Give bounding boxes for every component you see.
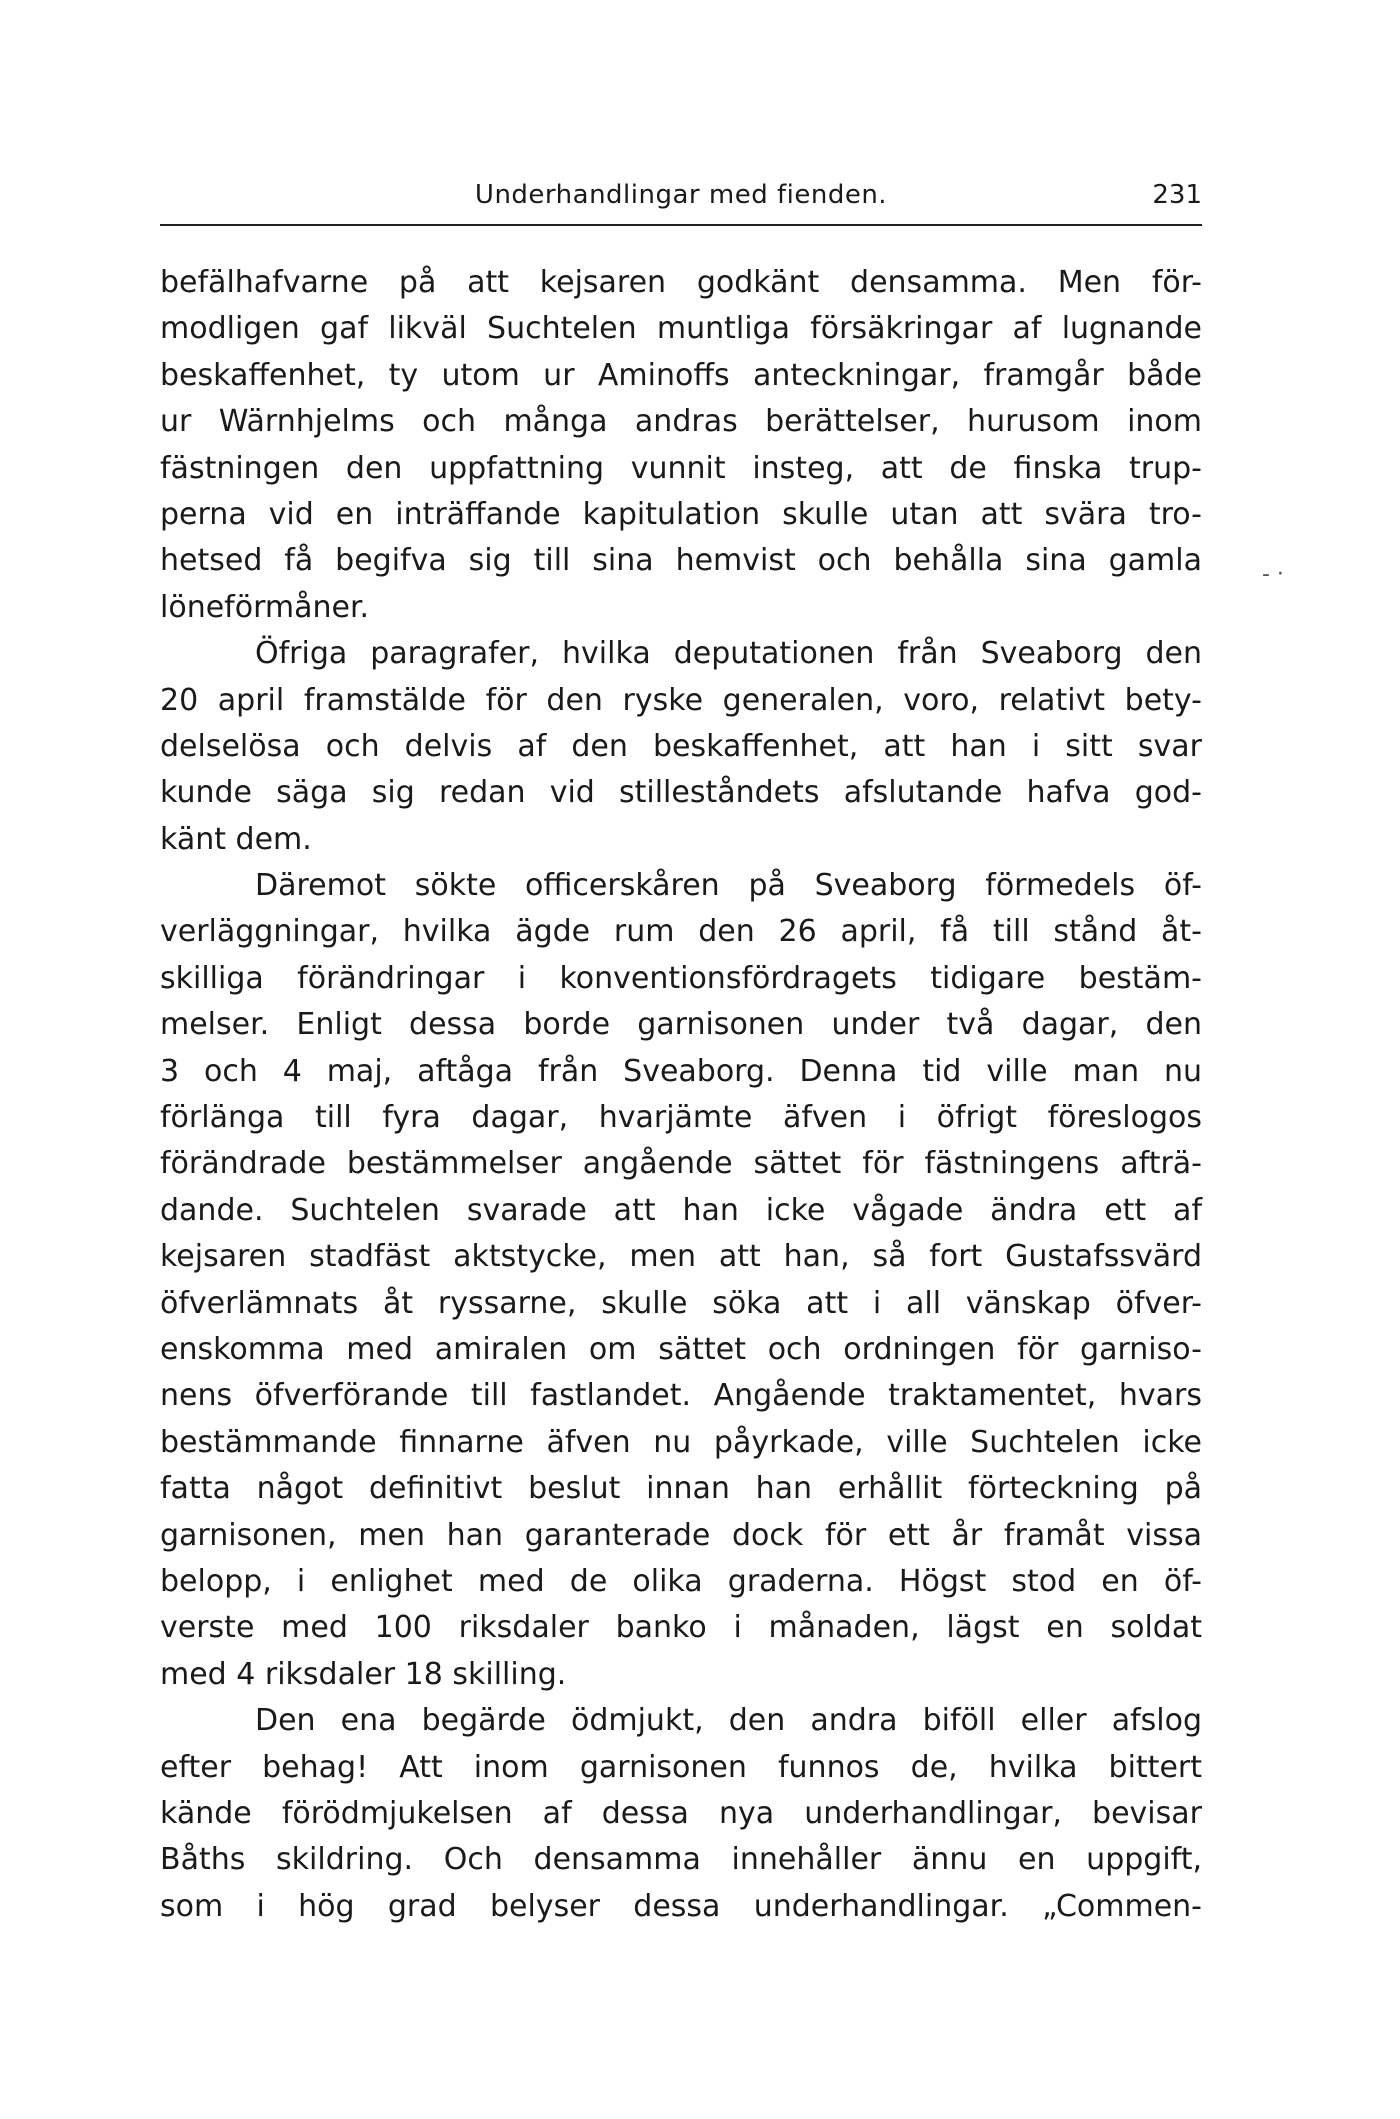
text-line: nens öfverförande till fastlandet. Angående traktamentet, hvars [160, 1378, 1202, 1414]
text-line: med 4 riksdaler 18 skilling. [160, 1656, 567, 1692]
text-line: Båths skildring. Och densamma innehåller ännu en uppgift, [160, 1842, 1202, 1878]
text-line: efter behag! Att inom garnisonen funnos de, hvilka bittert [160, 1749, 1202, 1785]
text-line: kunde säga sig redan vid stilleståndets afslutande hafva god- [160, 775, 1202, 811]
text-line: känt dem. [160, 821, 312, 857]
text-line: delselösa och delvis af den beskaffenhet, att han i sitt svar [160, 728, 1202, 764]
text-line: befälhafvarne på att kejsaren godkänt densamma. Men för- [160, 265, 1202, 300]
text-line: hetsed få begifva sig till sina hemvist och behålla sina gamla [160, 543, 1202, 579]
text-line: perna vid en inträffande kapitulation skulle utan att svära tro- [160, 496, 1202, 532]
text-line: modligen gaf likväl Suchtelen muntliga försäkringar af lugnande [160, 311, 1202, 347]
header-rule [160, 224, 1202, 226]
running-title: Underhandlingar med fienden. [474, 180, 888, 210]
text-line: som i hög grad belyser dessa underhandlingar. „Commen- [160, 1888, 1202, 1924]
text-line: löneförmåner. [160, 589, 370, 625]
paragraph [160, 631, 1202, 863]
text-line: kejsaren stadfäst aktstycke, men att han, så fort Gustafssvärd [160, 1239, 1202, 1275]
text-line: öfverlämnats åt ryssarne, skulle söka att i all vänskap öfver- [160, 1285, 1202, 1321]
text-line: 3 och 4 maj, aftåga från Sveaborg. Denna tid ville man nu [160, 1053, 1202, 1089]
text-line: Däremot sökte officerskåren på Sveaborg förmedels öf- [255, 868, 1202, 904]
body-text [160, 260, 1202, 1930]
page-number: 231 [1152, 180, 1202, 210]
running-head [160, 180, 1202, 220]
paragraph [160, 1698, 1202, 1930]
margin-mark: - · [1262, 562, 1284, 587]
text-line: 20 april framstälde för den ryske generalen, voro, relativt bety- [160, 682, 1202, 718]
text-line: Den ena begärde ödmjukt, den andra biföll eller afslog [255, 1703, 1202, 1739]
text-line: förlänga till fyra dagar, hvarjämte äfven i öfrigt föreslogos [160, 1100, 1202, 1136]
paragraph [160, 260, 1202, 631]
text-line: ur Wärnhjelms och många andras berättelser, hurusom inom [160, 404, 1202, 440]
paragraph [160, 863, 1202, 1698]
text-line: bestämmande finnarne äfven nu påyrkade, ville Suchtelen icke [160, 1424, 1202, 1460]
text-line: fatta något definitivt beslut innan han erhållit förteckning på [160, 1471, 1202, 1507]
text-line: verläggningar, hvilka ägde rum den 26 april, få till stånd åt- [160, 914, 1202, 950]
text-line: enskomma med amiralen om sättet och ordningen för garniso- [160, 1331, 1202, 1367]
text-line: melser. Enligt dessa borde garnisonen under två dagar, den [160, 1007, 1202, 1043]
text-line: belopp, i enlighet med de olika graderna. Högst stod en öf- [160, 1563, 1202, 1599]
text-line: förändrade bestämmelser angående sättet för fästningens afträ- [160, 1146, 1202, 1182]
text-line: verste med 100 riksdaler banko i månaden, lägst en soldat [160, 1610, 1202, 1646]
text-line: beskaffenhet, ty utom ur Aminoffs anteckningar, framgår både [160, 357, 1202, 393]
text-line: garnisonen, men han garanterade dock för ett år framåt vissa [160, 1517, 1202, 1553]
text-line: skilliga förändringar i konventionsfördragets tidigare bestäm- [160, 960, 1202, 996]
text-line: fästningen den uppfattning vunnit insteg, att de finska trup- [160, 450, 1202, 486]
text-line: dande. Suchtelen svarade att han icke vågade ändra ett af [160, 1192, 1202, 1228]
text-line: kände förödmjukelsen af dessa nya underhandlingar, bevisar [160, 1795, 1202, 1831]
text-line: Öfriga paragrafer, hvilka deputationen från Sveaborg den [255, 636, 1202, 672]
